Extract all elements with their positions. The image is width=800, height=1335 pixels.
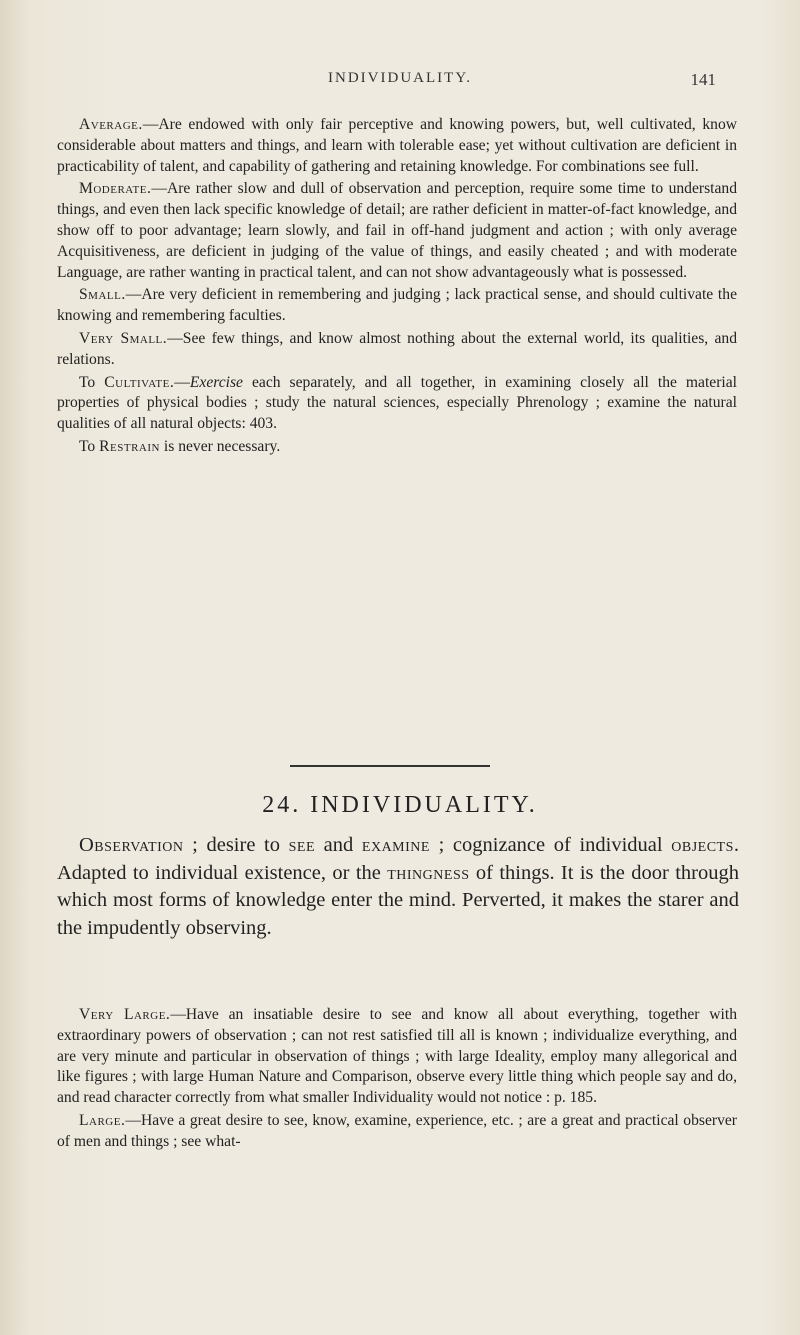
paragraph-heading: Moderate. [79, 180, 152, 198]
paragraph-text: —Have a great desire to see, know, examine, experience, etc. ; are a great and practical observer of men and things ; see what- [57, 1111, 737, 1150]
running-title: INDIVIDUALITY. [328, 70, 472, 86]
paragraph-moderate [57, 179, 737, 283]
paragraph-text: —Are endowed with only fair perceptive and knowing powers, but, well cultivated, know considerable about matters and things, and learn with tolerable ease; yet without cultivation are deficient in practicability of talent, and capability of gathering and retaining knowledge. For combinations see full. [57, 116, 737, 175]
section-title: 24. INDIVIDUALITY. [262, 792, 538, 818]
def-text: of things. It is the door through which most forms of knowledge enter the mind. Perverted, it makes the starer and the impudently observing. [57, 861, 739, 939]
paragraph-cultivate [57, 373, 737, 435]
def-term: Observation [79, 834, 184, 856]
paragraph-large [57, 1111, 737, 1153]
faculty-definition [57, 832, 739, 942]
paragraph-text: —Are very deficient in remembering and judging ; lack practical sense, and should cultivate the knowing and remembering faculties. [57, 286, 737, 325]
paragraph-very-small [57, 329, 737, 371]
paragraph-very-large [57, 1005, 737, 1109]
paragraph-average [57, 115, 737, 177]
def-term: see [288, 834, 316, 856]
paragraph-heading: Large. [79, 1111, 126, 1129]
def-text: ; desire to [183, 834, 289, 856]
paragraph-restrain [57, 437, 737, 458]
paragraph-dash: — [174, 373, 190, 391]
paragraph-heading: Small. [79, 286, 126, 304]
paragraph-heading: Restrain [99, 437, 160, 455]
paragraph-heading: Very Large. [79, 1006, 171, 1023]
def-text: . Adapted to individual existence, or the [57, 834, 739, 884]
paragraph-text: is never necessary. [160, 437, 281, 455]
paragraph-emphasis: Exercise [189, 373, 243, 391]
bottom-text-block [57, 1005, 737, 1155]
paragraph-heading: Very Small. [79, 329, 168, 347]
def-term: objects [671, 834, 734, 856]
page-header [0, 70, 800, 100]
def-text: ; cognizance of individual [429, 834, 672, 856]
paragraph-lead: To [79, 373, 105, 391]
page-number: 141 [690, 70, 716, 89]
paragraph-text: —See few things, and know almost nothing about the external world, its qualities, and relations. [57, 329, 737, 368]
paragraph-small [57, 285, 737, 327]
paragraph-text: —Have an insatiable desire to see and know all about everything, together with extraordinary powers of observation ; can not rest satisfied till all is known ; individualize everything, and are very minute and particular in observation of things ; with large Ideality, employ many allegorical and like figures ; with large Human Nature and Comparison, observe every little thing which people say and do, and read character correctly from what smaller Individuality would not notice : p. 185. [57, 1006, 737, 1107]
def-term: examine [361, 834, 430, 856]
paragraph-text: each separately, and all together, in examining closely all the material properties of physical bodies ; study the natural sciences, especially Phrenology ; examine the natural qualities of all natural objects: 403. [57, 373, 738, 433]
paragraph-text: —Are rather slow and dull of observation and perception, require some time to understand things, and even then lack specific knowledge of detail; are rather deficient in matter-of-fact knowledge, and show off to poor advantage; learn slowly, and fail in off-hand judgment and action ; with only average Acquisitiveness, are deficient in judging of the value of things, and easily cheated ; and with moderate Language, are rather wanting in practical talent, and can not show advantageously what is possessed. [57, 180, 737, 281]
def-term: thingness [387, 861, 470, 884]
top-text-block [57, 115, 737, 460]
paragraph-heading: Cultivate. [104, 373, 175, 391]
section-divider [290, 765, 490, 767]
paragraph-lead: To [79, 437, 100, 455]
paragraph-heading: Average. [79, 116, 143, 133]
def-text: and [315, 834, 362, 856]
